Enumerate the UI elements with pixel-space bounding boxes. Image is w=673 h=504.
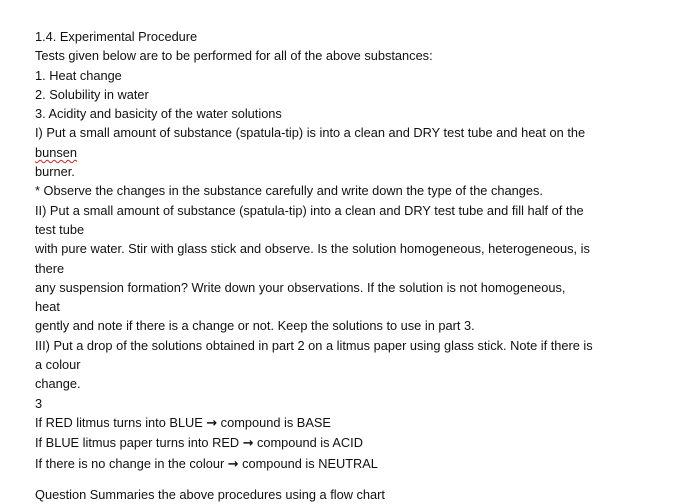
misspelled-word: bunsen (35, 144, 77, 160)
step3-line: change. (35, 376, 81, 392)
result-line: If RED litmus turns into BLUE → compound is BASE (35, 414, 331, 431)
paragraph-gap (35, 474, 650, 485)
page-number-text: 3 (35, 395, 43, 411)
step2-line: there (35, 260, 65, 276)
step1-line (35, 143, 650, 162)
test-item: 3. Acidity and basicity of the water solutions (35, 106, 282, 122)
question-text: Question Summaries the above procedures using a flow chart (35, 486, 385, 502)
step2-line: any suspension formation? Write down your observations. If the solution is not homogeneous, (35, 279, 566, 295)
right-arrow-icon: → (206, 415, 218, 431)
step3-line: III) Put a drop of the solutions obtained in part 2 on a litmus paper using glass stick. Note if there is (35, 337, 593, 353)
document-body (35, 27, 650, 504)
step3-line: a colour (35, 357, 81, 373)
result-line: If BLUE litmus paper turns into RED → compound is ACID (35, 435, 363, 452)
intro-text: Tests given below are to be performed for all of the above substances: (35, 48, 433, 64)
step2-line: gently and note if there is a change or not. Keep the solutions to use in part 3. (35, 318, 475, 334)
step1-line: burner. (35, 164, 75, 180)
step2-line: with pure water. Stir with glass stick and observe. Is the solution homogeneous, heterogeneous, is (35, 241, 590, 257)
observe-note: * Observe the changes in the substance carefully and write down the type of the changes. (35, 183, 543, 199)
step2-line: II) Put a small amount of substance (spatula-tip) into a clean and DRY test tube and fill half of the (35, 202, 584, 218)
step1-line: I) Put a small amount of substance (spatula-tip) is into a clean and DRY test tube and heat on the (35, 125, 586, 141)
test-item: 1. Heat change (35, 67, 122, 83)
test-item: 2. Solubility in water (35, 86, 149, 102)
right-arrow-icon: → (242, 436, 254, 452)
result-line: If there is no change in the colour → compound is NEUTRAL (35, 455, 378, 472)
section-heading: 1.4. Experimental Procedure (35, 29, 198, 44)
right-arrow-icon: → (227, 456, 239, 472)
step2-line: test tube (35, 221, 85, 237)
step2-line: heat (35, 299, 60, 315)
